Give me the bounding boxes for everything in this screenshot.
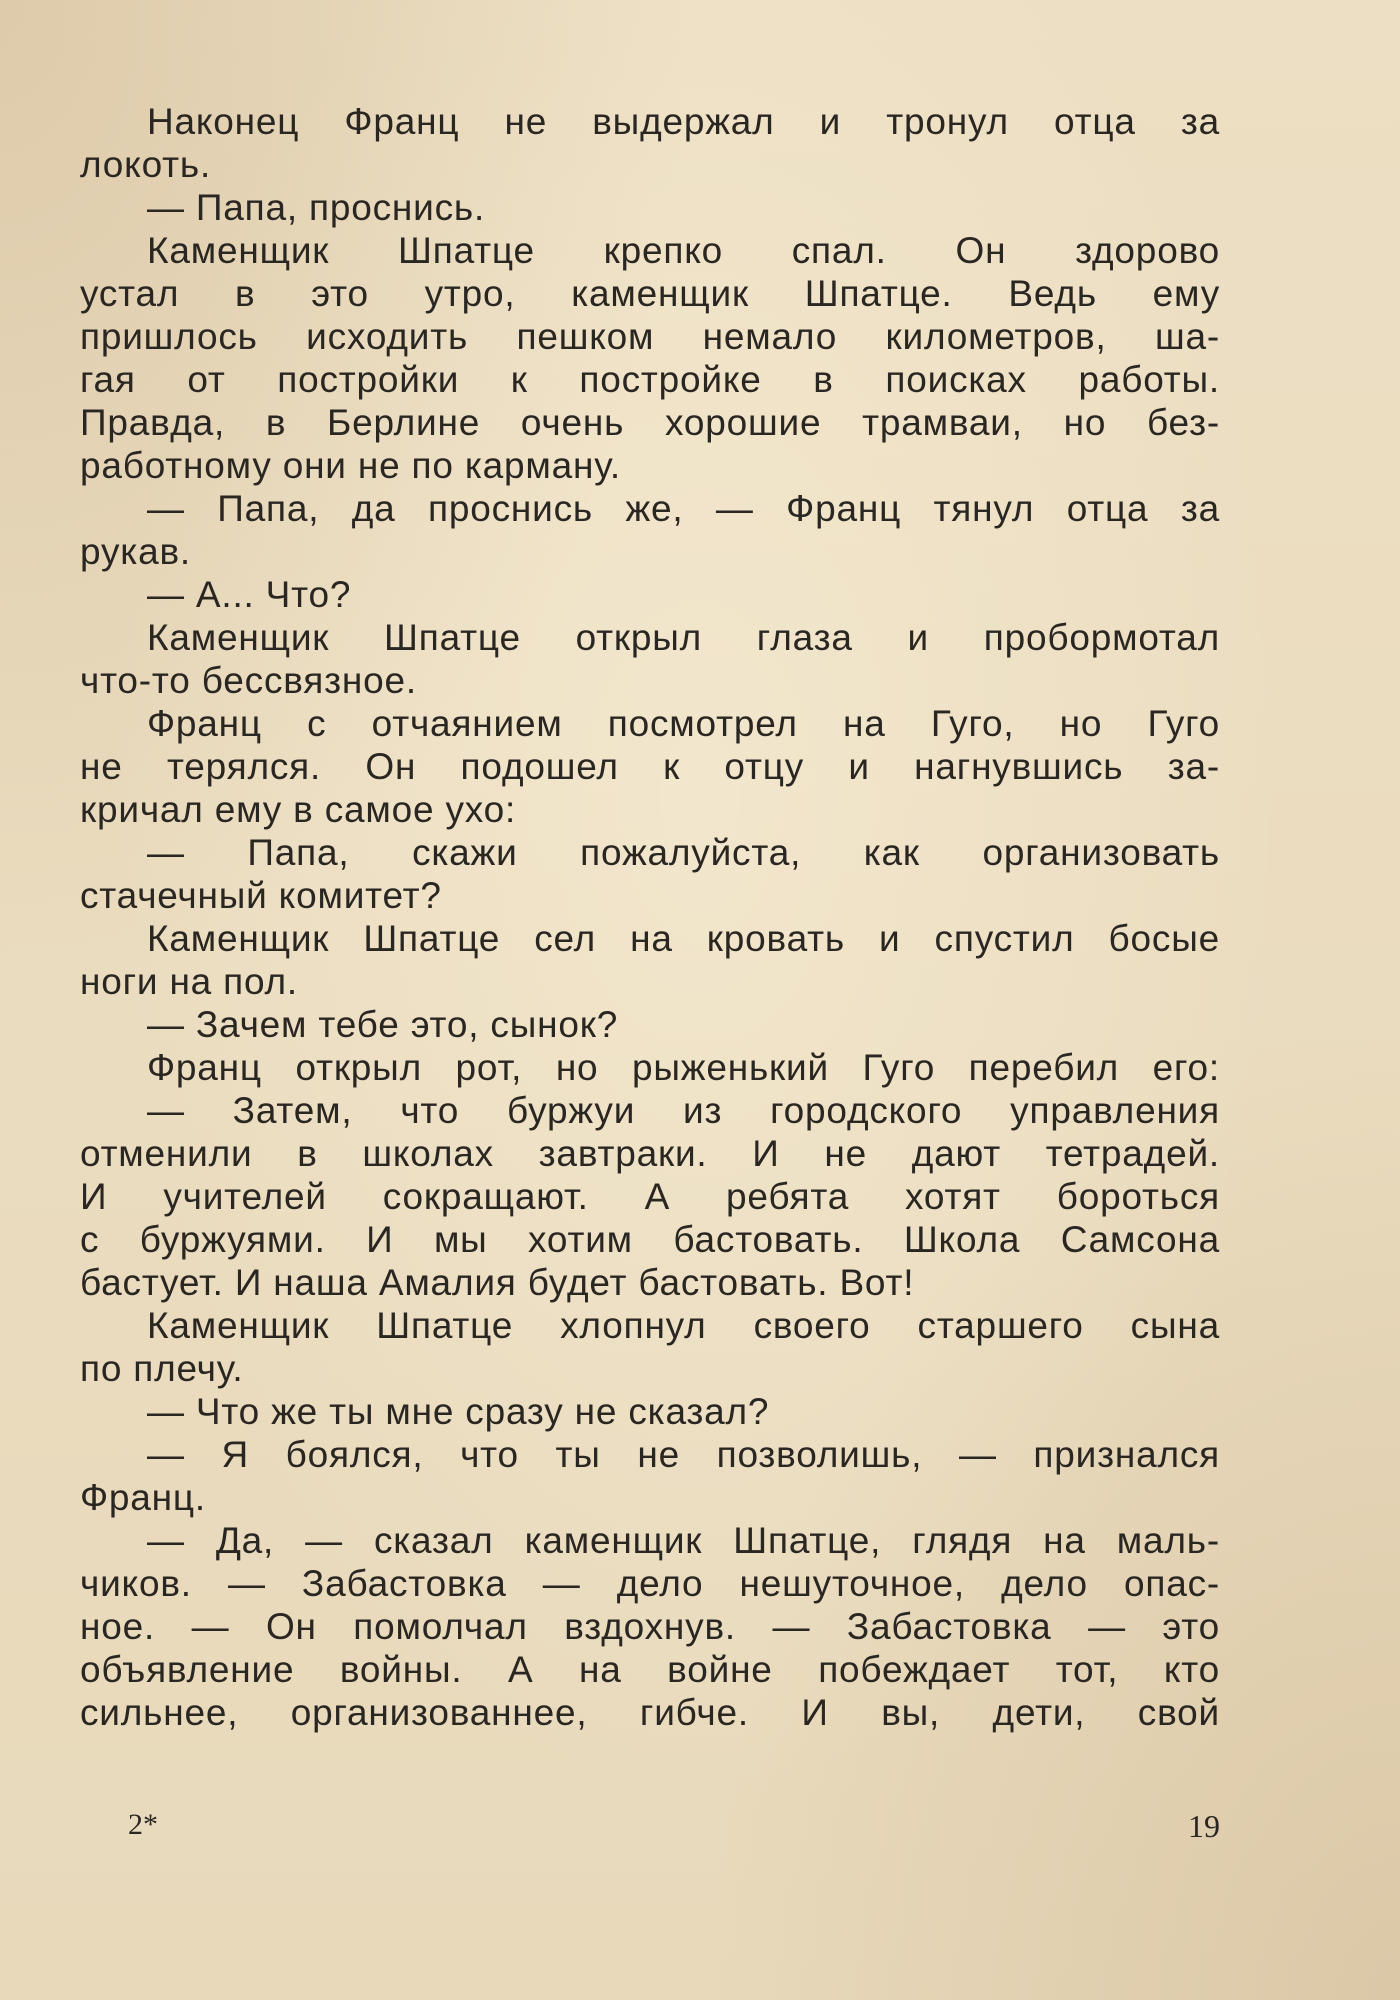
text-line: рукав. — [80, 531, 191, 572]
text-line: пришлось исходить пешком немало километров, ша- — [80, 316, 1220, 357]
signature-mark: 2* — [128, 1808, 158, 1841]
text-line: сильнее, организованнее, гибче. И вы, дети, свой — [80, 1692, 1220, 1733]
text-line: Франц. — [80, 1477, 206, 1518]
text-line: гая от постройки к постройке в поисках работы. — [80, 359, 1220, 400]
text-line: не терялся. Он подошел к отцу и нагнувшись за- — [80, 746, 1220, 787]
text-line: по плечу. — [80, 1348, 244, 1389]
text-line: — Зачем тебе это, сынок? — [147, 1004, 619, 1045]
page-number: 19 — [1188, 1808, 1220, 1844]
text-line: работному они не по карману. — [80, 445, 621, 486]
text-line: с буржуями. И мы хотим бастовать. Школа Самсона — [80, 1219, 1220, 1260]
text-line: стачечный комитет? — [80, 875, 442, 916]
text-line: Правда, в Берлине очень хорошие трамваи, но без- — [80, 402, 1220, 443]
text-line: — Папа, проснись. — [147, 187, 486, 228]
body-text — [80, 100, 1220, 1734]
text-line: — Что же ты мне сразу не сказал? — [147, 1391, 770, 1432]
text-line: Каменщик Шпатце открыл глаза и пробормотал — [147, 617, 1220, 658]
text-line: Франц открыл рот, но рыженький Гуго перебил его: — [147, 1047, 1220, 1088]
text-line: ноги на пол. — [80, 961, 299, 1002]
text-line: что-то бессвязное. — [80, 660, 417, 701]
text-line: Каменщик Шпатце хлопнул своего старшего сына — [147, 1305, 1220, 1346]
text-line: — Папа, да проснись же, — Франц тянул отца за — [147, 488, 1220, 529]
text-line: объявление войны. А на войне побеждает тот, кто — [80, 1649, 1220, 1690]
text-line: устал в это утро, каменщик Шпатце. Ведь ему — [80, 273, 1220, 314]
text-line: Каменщик Шпатце сел на кровать и спустил босые — [147, 918, 1220, 959]
text-line: Наконец Франц не выдержал и тронул отца за — [147, 101, 1220, 142]
text-line: Каменщик Шпатце крепко спал. Он здорово — [147, 230, 1220, 271]
page-footer — [0, 1808, 1400, 1848]
text-line: — А... Что? — [147, 574, 352, 615]
text-line: отменили в школах завтраки. И не дают тетрадей. — [80, 1133, 1220, 1174]
text-line: бастует. И наша Амалия будет бастовать. Вот! — [80, 1262, 915, 1303]
text-line: Франц с отчаянием посмотрел на Гуго, но Гуго — [147, 703, 1220, 744]
text-line: — Затем, что буржуи из городского управления — [147, 1090, 1220, 1131]
text-line: чиков. — Забастовка — дело нешуточное, дело опас- — [80, 1563, 1220, 1604]
text-line: И учителей сокращают. А ребята хотят бороться — [80, 1176, 1220, 1217]
text-line: ное. — Он помолчал вздохнув. — Забастовка — это — [80, 1606, 1220, 1647]
text-line: — Папа, скажи пожалуйста, как организовать — [147, 832, 1220, 873]
text-line: кричал ему в самое ухо: — [80, 789, 517, 830]
text-line: — Я боялся, что ты не позволишь, — признался — [147, 1434, 1220, 1475]
text-line: локоть. — [80, 144, 212, 185]
text-line: — Да, — сказал каменщик Шпатце, глядя на маль- — [147, 1520, 1220, 1561]
